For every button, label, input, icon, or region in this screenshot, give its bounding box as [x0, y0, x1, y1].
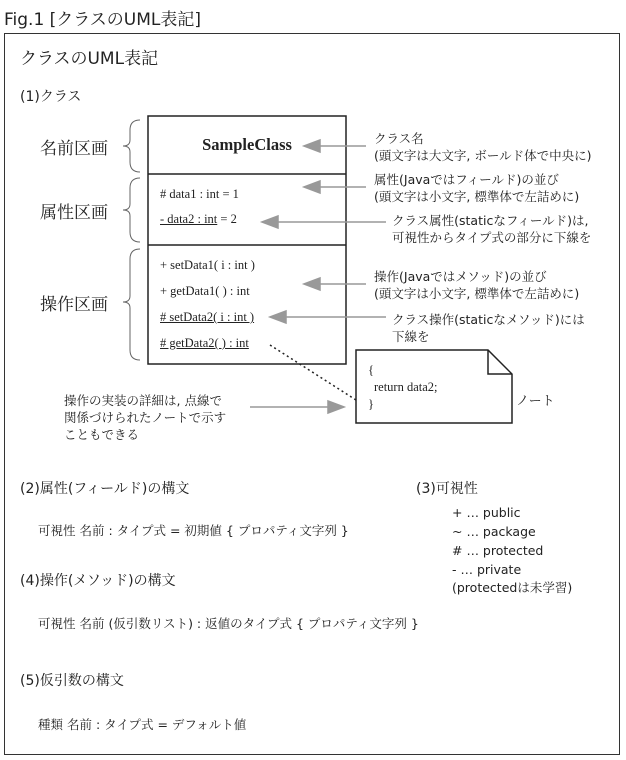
- section2-syntax: 可視性 名前 : タイプ式 = 初期値 { プロパティ文字列 }: [38, 523, 349, 538]
- note-line: クラス属性(staticなフィールド)は,: [392, 213, 589, 228]
- arrow-operations-head: [304, 278, 320, 290]
- note-operations: [374, 268, 579, 302]
- note-class-name: [374, 130, 591, 164]
- note-line: クラス名: [374, 131, 424, 146]
- operation-item-static: # getData2( ) : int: [160, 336, 249, 350]
- figure-title: Fig.1 [クラスのUML表記]: [4, 10, 202, 30]
- section3-title: (3)可視性: [416, 481, 478, 497]
- visibility-item: ~ … package: [452, 524, 536, 539]
- compartment-attribute-label: 属性区画: [40, 203, 108, 223]
- section4-title: (4)操作(メソッド)の構文: [20, 573, 176, 589]
- name-brace: [123, 120, 140, 172]
- note-line: 属性(Javaではフィールド)の並び: [374, 172, 559, 187]
- note-code-line: }: [368, 397, 374, 411]
- section4-syntax: 可視性 名前 (仮引数リスト) : 返値のタイプ式 { プロパティ文字列 }: [38, 616, 419, 631]
- note-line: 下線を: [392, 329, 430, 344]
- note-code-line: {: [368, 363, 374, 377]
- note-line: (頭文字は小文字, 標準体で左詰めに): [374, 189, 580, 204]
- visibility-list: [452, 503, 543, 579]
- operation-item: + getData1( ) : int: [160, 284, 250, 298]
- note-line: 操作(Javaではメソッド)の並び: [374, 269, 547, 284]
- note-connector: [270, 345, 356, 400]
- visibility-item: - … private: [452, 562, 522, 577]
- note-line: クラス操作(staticなメソッド)には: [392, 312, 585, 327]
- note-static-attr: [392, 212, 591, 246]
- attribute-brace: [123, 178, 140, 242]
- note-static-op: [392, 311, 585, 345]
- attribute-item: # data1 : int = 1: [160, 187, 239, 201]
- visibility-item: # … protected: [452, 543, 544, 558]
- attribute-item-static: - data2 : int = 2: [160, 212, 237, 226]
- section2-title: (2)属性(フィールド)の構文: [20, 481, 190, 497]
- section1-title: (1)クラス: [20, 89, 82, 105]
- visibility-note: (protectedは未学習): [452, 580, 573, 595]
- static-attr-underlined: - data2 : int: [160, 212, 218, 226]
- visibility-item: + … public: [452, 505, 521, 520]
- note-attributes: [374, 171, 579, 205]
- note-code: [368, 362, 438, 413]
- operation-item-static: # setData2( i : int ): [160, 310, 255, 324]
- note-line: 関係づけられたノートで示す: [64, 410, 227, 425]
- note-code-line: return data2;: [374, 380, 438, 394]
- note-impl: [64, 392, 226, 443]
- arrow-static-attr-head: [262, 216, 278, 228]
- compartment-operation-label: 操作区画: [40, 295, 108, 315]
- class-name: SampleClass: [202, 135, 292, 154]
- compartment-name-label: 名前区画: [40, 139, 108, 159]
- heading: クラスのUML表記: [20, 49, 159, 69]
- note-label: ノート: [516, 394, 555, 409]
- operation-item: + setData1( i : int ): [160, 258, 255, 272]
- arrow-attributes-head: [304, 181, 320, 193]
- note-line: 操作の実装の詳細は, 点線で: [64, 393, 222, 408]
- note-line: こともできる: [64, 427, 140, 442]
- section5-title: (5)仮引数の構文: [20, 673, 124, 689]
- section5-syntax: 種類 名前 : タイプ式 = デフォルト値: [38, 717, 247, 732]
- note-line: 可視性からタイプ式の部分に下線を: [392, 230, 592, 245]
- arrow-impl-head: [328, 401, 344, 413]
- operation-brace: [123, 249, 140, 360]
- arrow-static-op-head: [270, 311, 286, 323]
- note-line: (頭文字は小文字, 標準体で左詰めに): [374, 286, 580, 301]
- note-line: (頭文字は大文字, ボールド体で中央に): [374, 148, 592, 163]
